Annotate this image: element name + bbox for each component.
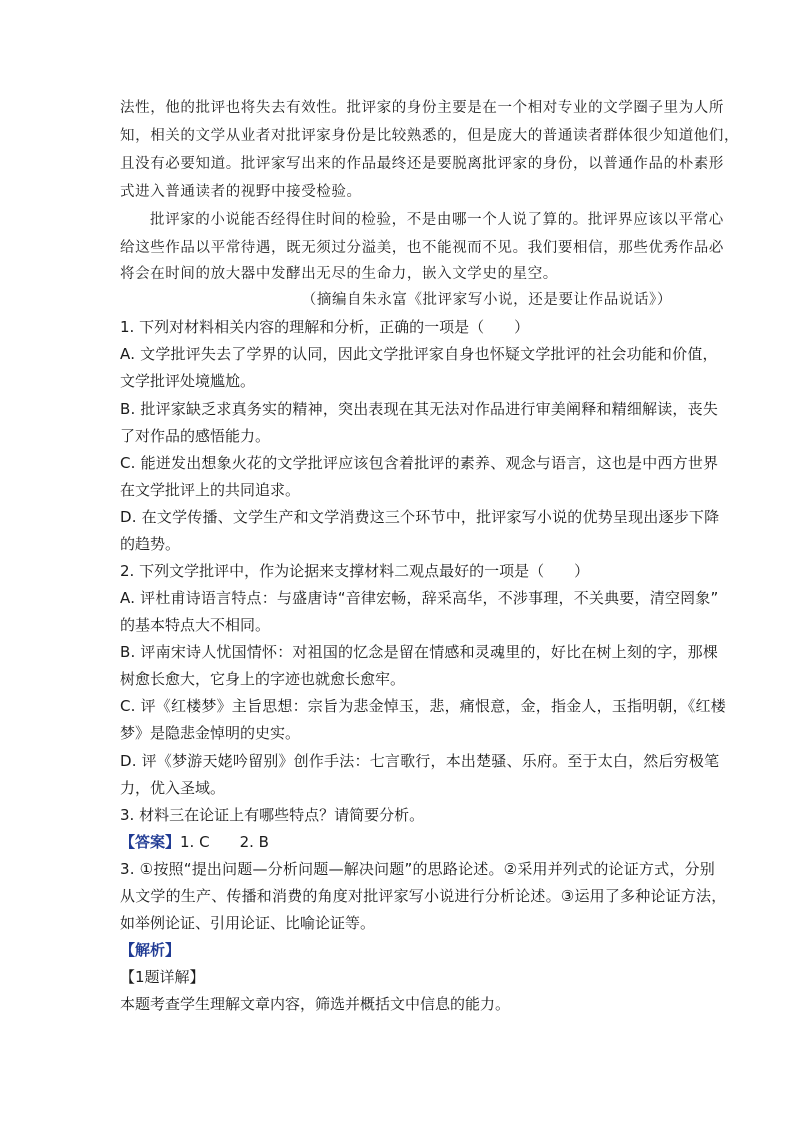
answer-q3-line: 3. ①按照“提出问题—分析问题—解决问题”的思路论述。②采用并列式的论证方式，分别 <box>120 860 715 878</box>
passage-line: 给这些作品以平常待遇，既无须过分溢美，也不能视而不见。我们要相信，那些优秀作品必 <box>120 240 724 256</box>
passage-source: （摘编自朱永富《批评家写小说，还是要让作品说话》） <box>301 292 672 308</box>
q1-option-b-cont: 了对作品的感悟能力。 <box>120 427 271 445</box>
q1-option-a: A. 文学批评失去了学界的认同，因此文学批评家自身也怀疑文学批评的社会功能和价值， <box>120 345 718 363</box>
q2-option-b-cont: 树愈长愈大，它身上的字迹也就愈长愈牢。 <box>120 670 406 688</box>
passage-line: 批评家的小说能否经得住时间的检验，不是由哪一个人说了算的。批评界应该以平常心 <box>150 212 724 228</box>
q2-option-b: B. 评南宋诗人忧国情怀：对祖国的忆念是留在情感和灵魂里的，好比在树上刻的字，那棵 <box>120 643 719 661</box>
analysis-label: 【解析】 <box>120 941 181 959</box>
q1-option-d-cont: 的趋势。 <box>120 535 181 553</box>
passage-line: 将会在时间的放大器中发酵出无尽的生命力，嵌入文学史的星空。 <box>120 266 558 282</box>
q1-option-a-cont: 文学批评处境尴尬。 <box>120 372 256 390</box>
answer-q3-line: 从文学的生产、传播和消费的角度对批评家写小说进行分析论述。③运用了多种论证方法， <box>120 887 727 905</box>
answer-short: 1. C 2. B <box>180 833 269 851</box>
q1-option-b: B. 批评家缺乏求真务实的精神，突出表现在其无法对作品进行审美阐释和精细解读，丧失 <box>120 400 719 418</box>
answer-q3-line: 如举例论证、引用论证、比喻论证等。 <box>120 914 376 932</box>
q2-option-d-cont: 力，优入圣域。 <box>120 779 226 797</box>
analysis-q1-label: 【1题详解】 <box>120 968 205 986</box>
q1-option-c: C. 能迸发出想象火花的文学批评应该包含着批评的素养、观念与语言，这也是中西方世界 <box>120 454 719 472</box>
q2-option-a-cont: 的基本特点大不相同。 <box>120 616 271 634</box>
q1-option-c-cont: 在文学批评上的共同追求。 <box>120 481 301 499</box>
passage-line: 式进入普通读者的视野中接受检验。 <box>120 184 362 200</box>
answer-label: 【答案】 <box>120 833 181 851</box>
q1-option-d: D. 在文学传播、文学生产和文学消费这三个环节中，批评家写小说的优势呈现出逐步下降 <box>120 508 720 526</box>
question-3-stem: 3. 材料三在论证上有哪些特点？请简要分析。 <box>120 806 425 824</box>
passage-line: 且没有必要知道。批评家写出来的作品最终还是要脱离批评家的身份，以普通作品的朴素形 <box>120 156 724 172</box>
q2-option-c: C. 评《红楼梦》主旨思想：宗旨为悲金悼玉，悲，痛恨意，金，指金人，玉指明朝，《红楼 <box>120 697 726 715</box>
answer-row <box>120 831 269 852</box>
passage-line: 知，相关的文学从业者对批评家身份是比较熟悉的，但是庞大的普通读者群体很少知道他们， <box>120 128 740 144</box>
q2-option-d: D. 评《梦游天姥吟留别》创作手法：七言歌行，本出楚骚、乐府。至于太白，然后穷极笔 <box>120 752 720 770</box>
q2-option-a: A. 评杜甫诗语言特点：与盛唐诗“音律宏畅，辞采高华，不涉事理，不关典要，清空罔象” <box>120 589 719 607</box>
q2-option-c-cont: 梦》是隐悲金悼明的史实。 <box>120 724 301 742</box>
question-1-stem: 1. 下列对材料相关内容的理解和分析，正确的一项是（ ） <box>120 318 530 336</box>
passage-line: 法性，他的批评也将失去有效性。批评家的身份主要是在一个相对专业的文学圈子里为人所 <box>120 100 724 116</box>
analysis-q1-text: 本题考查学生理解文章内容，筛选并概括文中信息的能力。 <box>120 995 511 1013</box>
question-2-stem: 2. 下列文学批评中，作为论据来支撑材料二观点最好的一项是（ ） <box>120 562 590 580</box>
